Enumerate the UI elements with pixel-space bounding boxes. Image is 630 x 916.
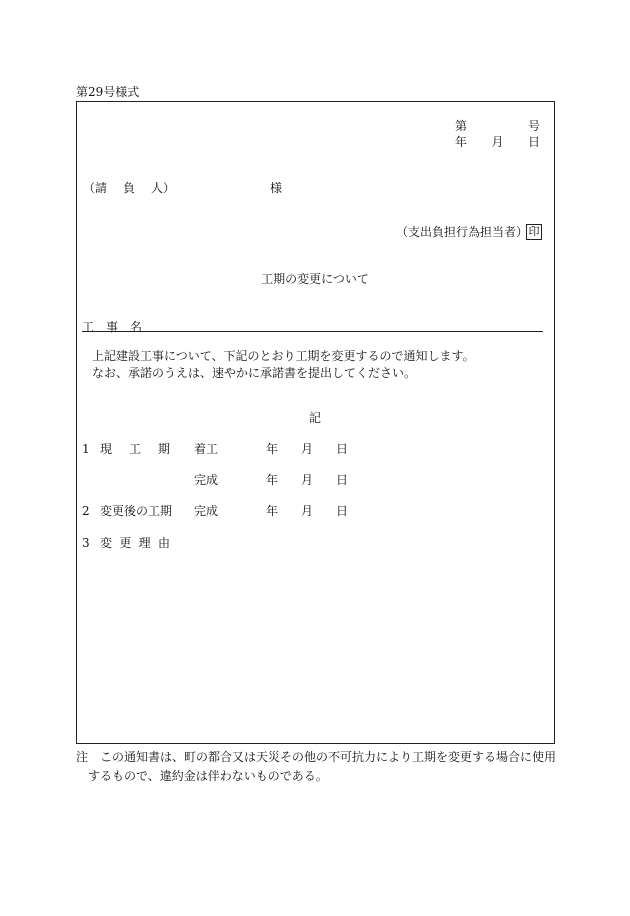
date-day: 日 bbox=[335, 473, 348, 487]
change-reason-label-char: 更 bbox=[119, 536, 132, 550]
current-period-label-char: 現 bbox=[100, 442, 113, 456]
footnote-line: するもので、違約金は伴わないものである。 bbox=[88, 769, 328, 783]
document-number bbox=[455, 120, 540, 132]
changed-end-date bbox=[266, 505, 348, 517]
date-month: 月 bbox=[300, 473, 313, 487]
seal-box: 印 bbox=[526, 224, 542, 240]
item-number: 1 bbox=[82, 442, 90, 456]
document-date-day: 日 bbox=[527, 135, 540, 149]
date-year: 年 bbox=[266, 504, 279, 518]
project-name-label-char: 名 bbox=[129, 320, 142, 334]
document-title: 工期の変更について bbox=[261, 272, 369, 286]
form-number: 第29号様式 bbox=[76, 85, 140, 99]
addressee bbox=[83, 182, 175, 194]
project-name-label-char: 工 bbox=[82, 320, 95, 334]
current-period-label-char: 期 bbox=[157, 442, 170, 456]
change-reason-label-char: 理 bbox=[138, 536, 151, 550]
current-period-label bbox=[100, 443, 170, 455]
body-text-line: 上記建設工事について、下記のとおり工期を変更するので通知します。 bbox=[92, 349, 475, 363]
addressee-honorific: 様 bbox=[270, 181, 283, 195]
document-number-prefix: 第 bbox=[455, 119, 468, 133]
date-month: 月 bbox=[300, 504, 313, 518]
start-label: 着工 bbox=[194, 442, 219, 456]
addressee-middle: 負 bbox=[122, 181, 135, 195]
start-date bbox=[266, 443, 348, 455]
date-month: 月 bbox=[300, 442, 313, 456]
changed-period-label: 変更後の工期 bbox=[100, 504, 173, 518]
date-day: 日 bbox=[335, 504, 348, 518]
document-date bbox=[455, 136, 540, 148]
changed-end-label: 完成 bbox=[194, 504, 219, 518]
project-name-underline bbox=[82, 331, 543, 332]
current-period-label-char: 工 bbox=[128, 442, 141, 456]
item-number: 2 bbox=[82, 504, 90, 518]
end-label: 完成 bbox=[194, 473, 219, 487]
document-date-year: 年 bbox=[455, 135, 468, 149]
addressee-open: （請 bbox=[83, 181, 108, 195]
date-year: 年 bbox=[266, 473, 279, 487]
change-reason-label-char: 由 bbox=[157, 536, 170, 550]
change-reason-label-char: 変 bbox=[100, 536, 113, 550]
document-number-suffix: 号 bbox=[527, 119, 540, 133]
addressee-close: 人） bbox=[150, 181, 175, 195]
body-text-line: なお、承諾のうえは、速やかに承諾書を提出してください。 bbox=[92, 366, 417, 380]
issuer-title: （支出負担行為担当者） bbox=[396, 225, 529, 239]
date-day: 日 bbox=[335, 442, 348, 456]
project-name-label-char: 事 bbox=[105, 320, 118, 334]
item-number: 3 bbox=[82, 536, 90, 550]
footnote-line: 注 この通知書は、町の都合又は天災その他の不可抗力により工期を変更する場合に使用 bbox=[76, 750, 557, 764]
change-reason-label bbox=[100, 537, 170, 549]
ki-heading: 記 bbox=[308, 411, 321, 425]
document-date-month: 月 bbox=[491, 135, 504, 149]
date-year: 年 bbox=[266, 442, 279, 456]
end-date bbox=[266, 474, 348, 486]
